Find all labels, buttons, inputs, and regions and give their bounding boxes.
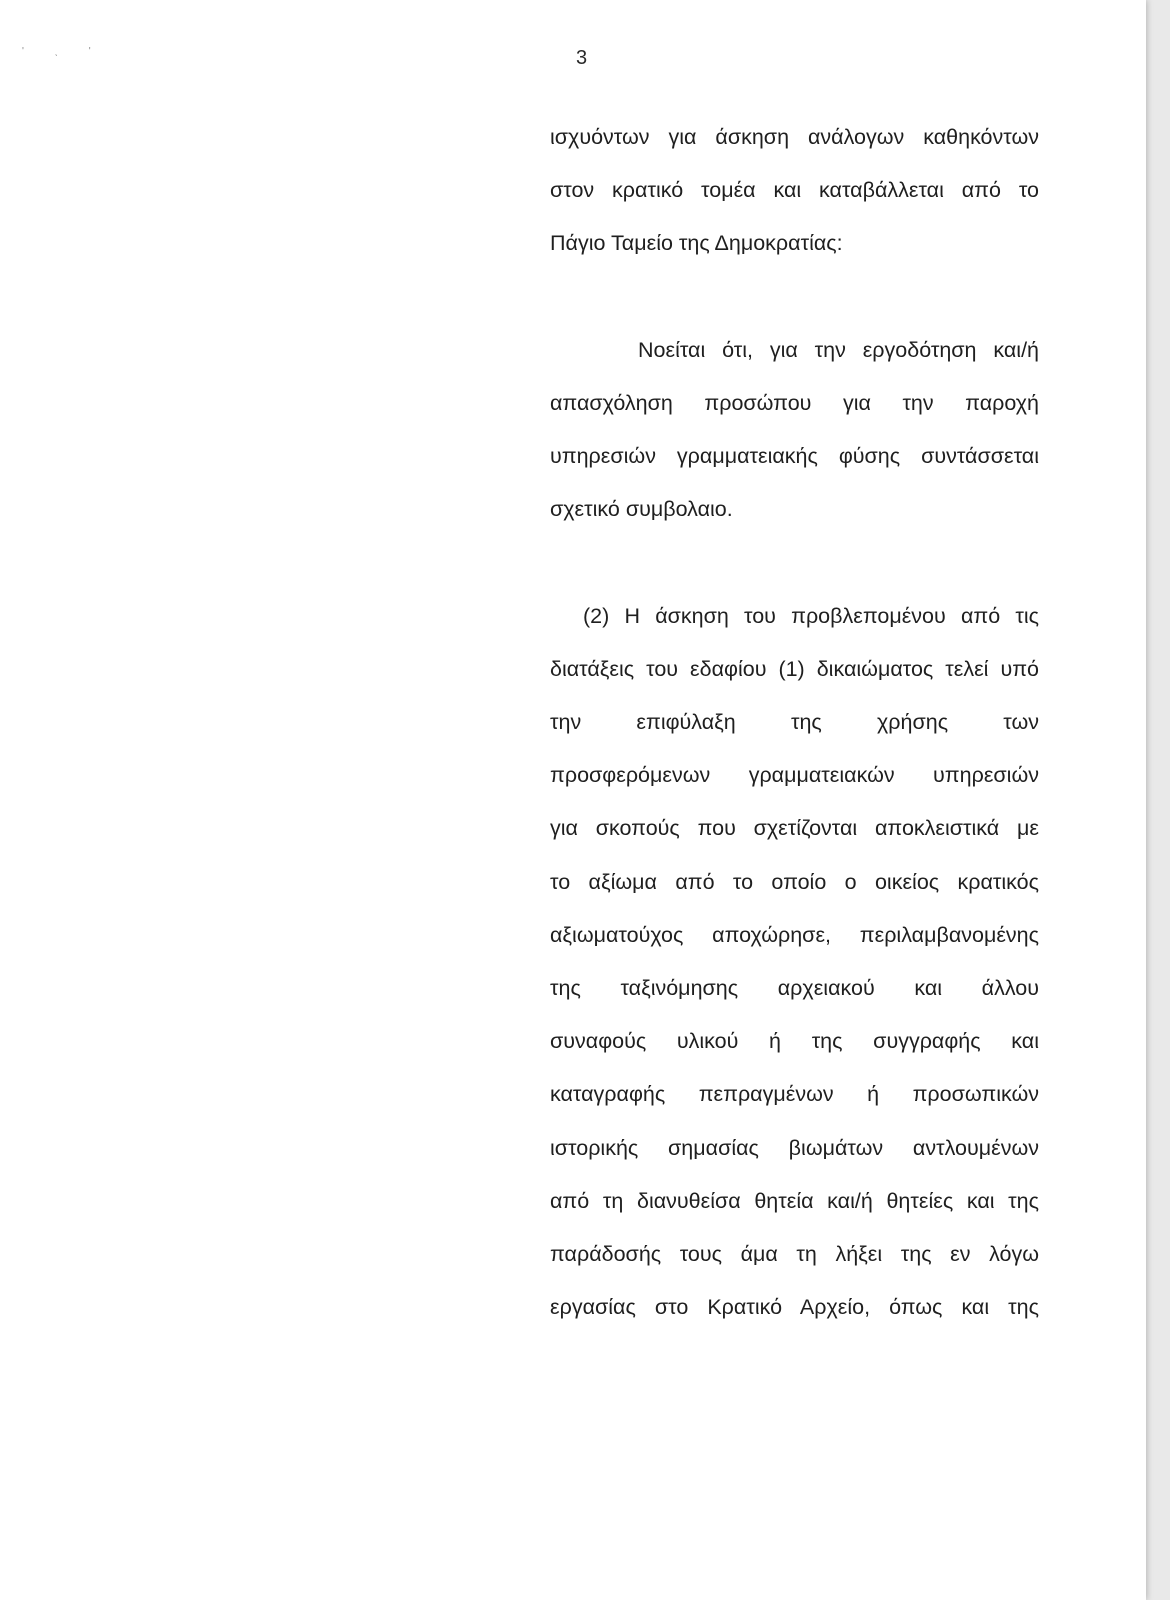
- text-line: ισχυόντων για άσκηση ανάλογων καθηκόντων: [550, 125, 1039, 149]
- text-line: για σκοπούς που σχετίζονται αποκλειστικά με: [550, 816, 1039, 841]
- text-line: προσφερόμενων γραμματειακών υπηρεσιών: [550, 763, 1039, 788]
- text-line: καταγραφής πεπραγμένων ή προσωπικών: [550, 1082, 1039, 1107]
- text-line: το αξίωμα από το οποίο ο οικείος κρατικός: [550, 869, 1039, 894]
- text-line: Πάγιο Ταμείο της Δημοκρατίας:: [550, 231, 843, 256]
- document-body: [550, 111, 1039, 1334]
- text-line: απασχόληση προσώπου για την παροχή: [550, 390, 1039, 415]
- scan-specks: ' ˎ ': [22, 46, 105, 57]
- text-line: συναφούς υλικού ή της συγγραφής και: [550, 1029, 1039, 1054]
- text-line: την επιφύλαξη της χρήσης των: [550, 710, 1039, 735]
- paragraph-proviso: [550, 324, 1039, 537]
- paragraph-subsection-2: [550, 590, 1039, 1335]
- text-line: (2) Η άσκηση του προβλεπομένου από τις: [583, 603, 1039, 628]
- text-line: της ταξινόμησης αρχειακού και άλλου: [550, 976, 1039, 1000]
- text-line: διατάξεις του εδαφίου (1) δικαιώματος τελεί υπό: [550, 656, 1039, 681]
- page-number: 3: [576, 47, 588, 69]
- text-line: στον κρατικό τομέα και καταβάλλεται από το: [550, 178, 1039, 203]
- text-line: σχετικό συμβολαιο.: [550, 497, 733, 522]
- text-line: από τη διανυθείσα θητεία και/ή θητείες και της: [550, 1188, 1039, 1213]
- text-line: παράδοσής τους άμα τη λήξει της εν λόγω: [550, 1241, 1039, 1266]
- paragraph-1: [550, 111, 1039, 271]
- text-line: ιστορικής σημασίας βιωμάτων αντλουμένων: [550, 1135, 1039, 1160]
- text-line: αξιωματούχος αποχώρησε, περιλαμβανομένης: [550, 922, 1039, 947]
- text-line: εργασίας στο Κρατικό Αρχείο, όπως και της: [550, 1295, 1039, 1320]
- text-line: υπηρεσιών γραμματειακής φύσης συντάσσεται: [550, 444, 1039, 469]
- text-line: Νοείται ότι, για την εργοδότηση και/ή: [638, 337, 1039, 362]
